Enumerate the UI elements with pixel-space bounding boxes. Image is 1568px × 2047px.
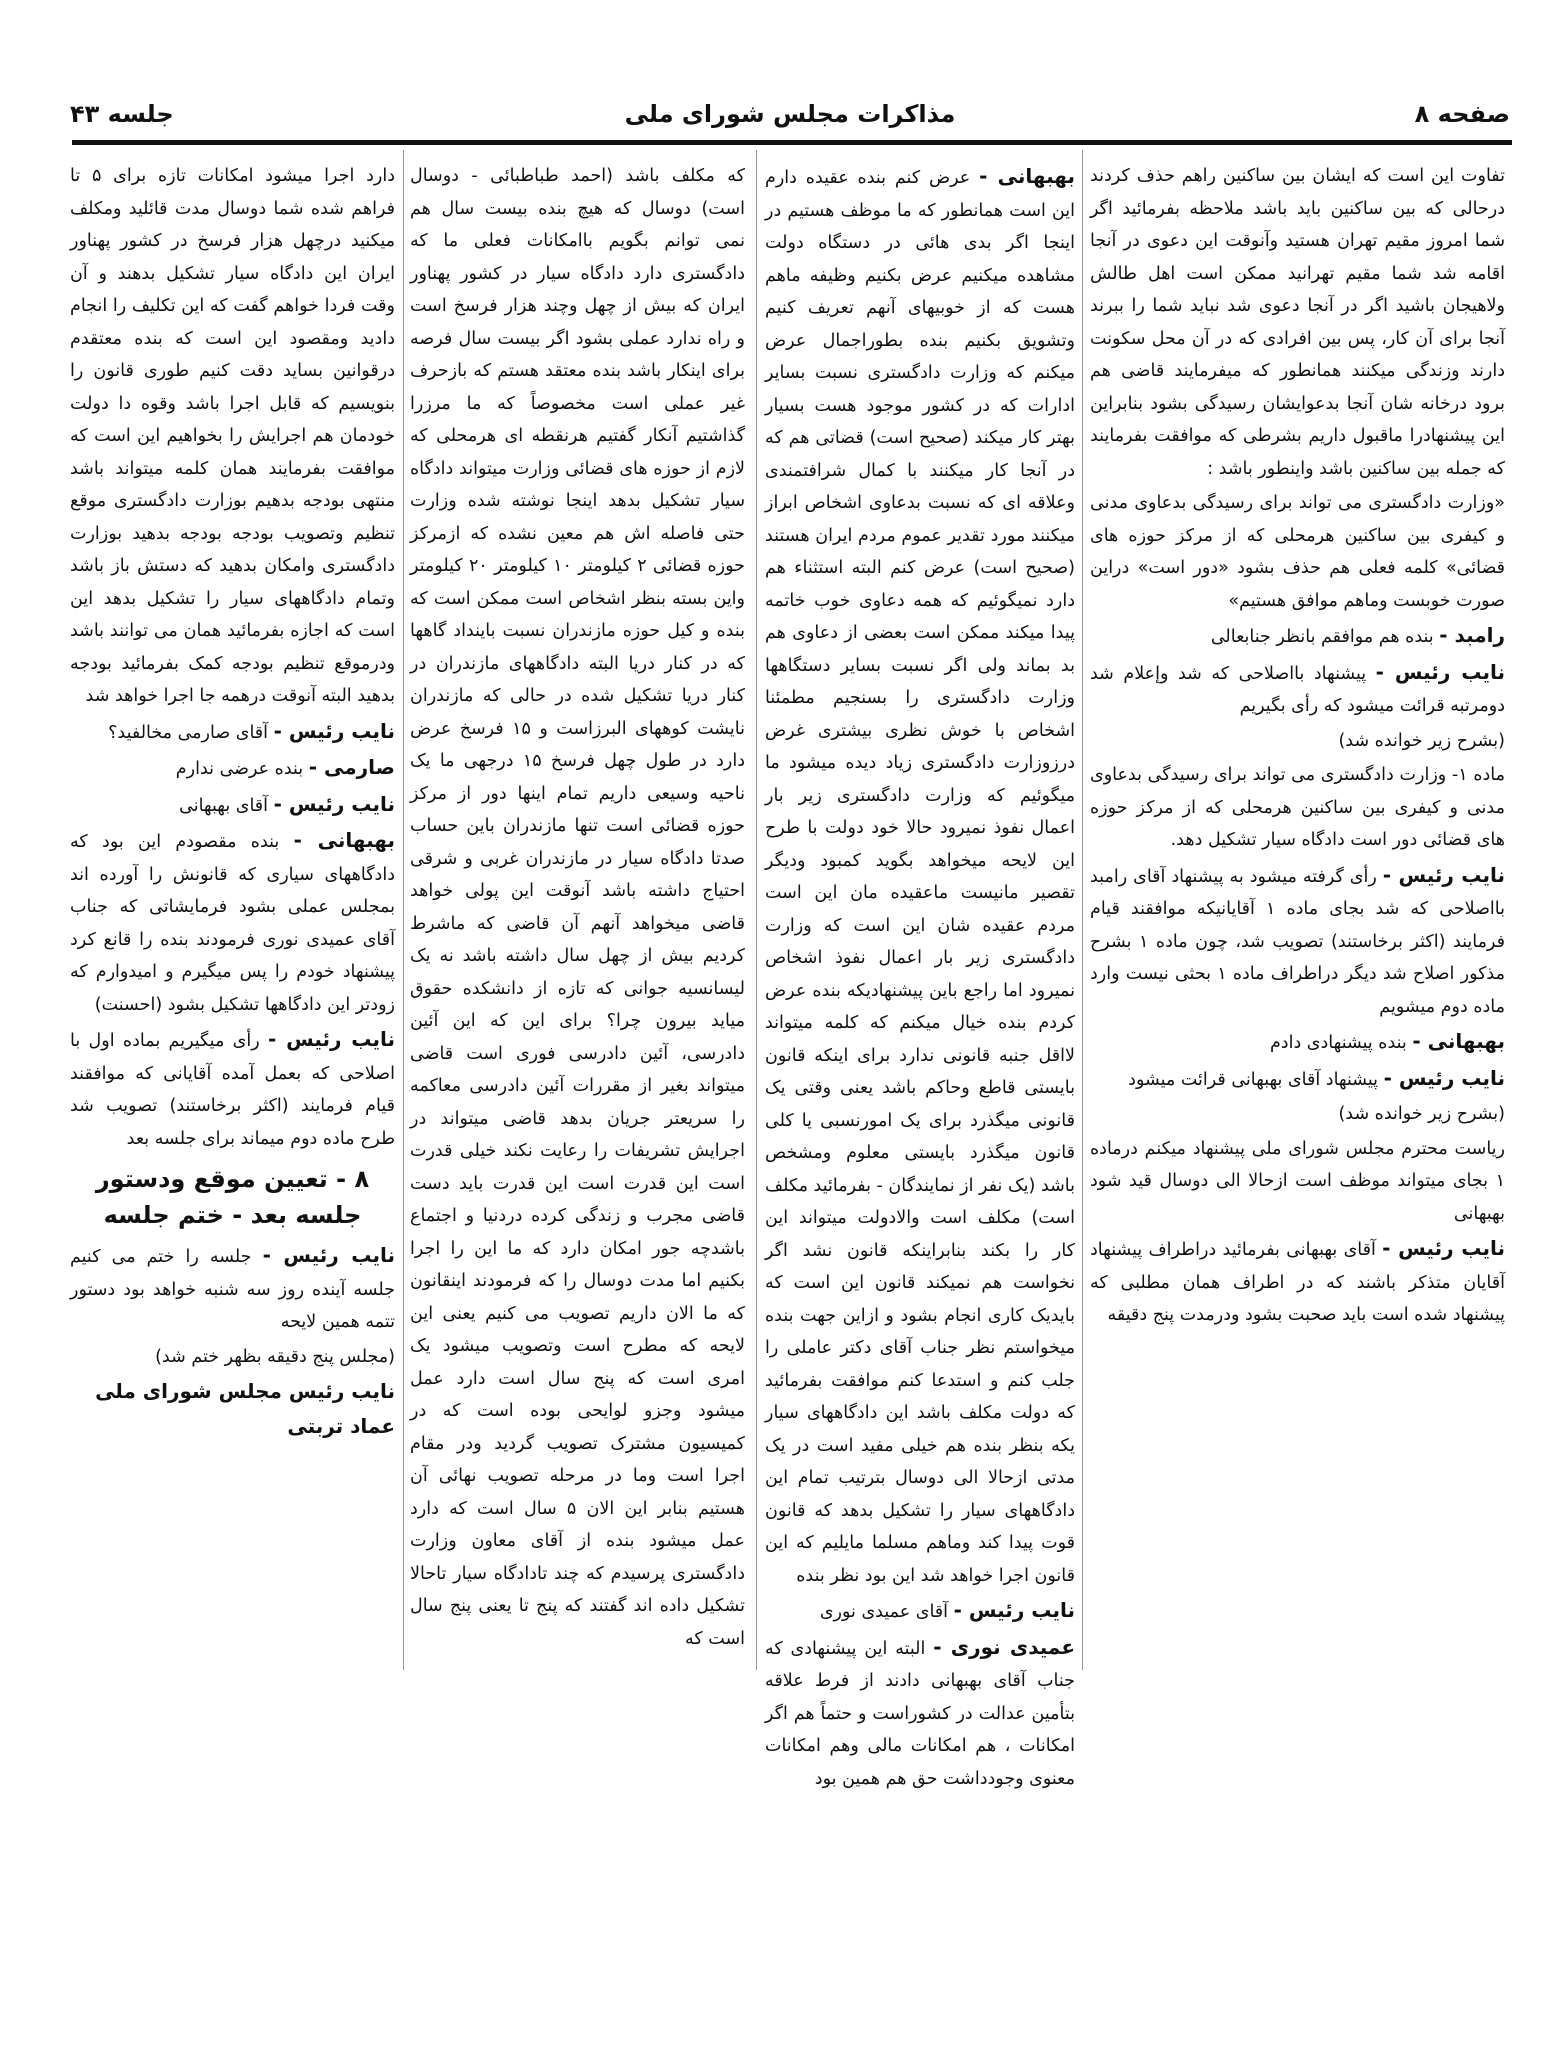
paragraph [1090,1133,1505,1231]
paragraph [1090,1232,1505,1332]
speaker-name: نایب رئیس - [1383,1065,1505,1090]
column-3 [410,160,745,1657]
paragraph-text: (مجلس پنج دقیقه بظهر ختم شد) [155,1346,395,1367]
paragraph-text: دارد اجرا میشود امکانات تازه برای ۵ تا فراهم شده شما دوسال مدت قائلید ومکلف میکنید درچهل هزار فرسخ در کشور پهناور ایران این دادگاه سیار تشکیل بدهند و آن وقت فردا خواهم گفت که این تکلیف را انجام دادید ومقصود این است که بنده معتقدم درقوانین بساید دقت کنیم طوری قانون را بنویسیم که قابل اجرا باشد وقوه دا دولت خودمان هم اجرایش را بخواهیم این است که موافقت بفرمایند همان کلمه میتواند باشد منتهی بودجه بدهیم بوزارت دادگستری موقع تنظیم وتصویب بودجه بودجه بدهید بوزارت دادگستری وامکان بدهید که دستش باز باشد وتمام دادگاههای سیار را تشکیل بدهد این است که اجازه بفرمائید همان می توانند باشد ودرموقع تنظیم بودجه کمک بفرمائید بودجه بدهید البته آنوقت درهمه جا اجرا خواهد شد [70,166,396,706]
speaker-name: نایب رئیس - [953,1598,1075,1622]
paragraph [765,1631,1075,1796]
page-header [70,100,1510,140]
paragraph-text: رأی گرفته میشود به پیشنهاد آقای رامبد بااصلاحی که شد بجای ماده ۱ آقایانیکه موافقند قیام فرمایند (اکثر برخاستند) تصویب شد، چون ماده ۱ بشرح مذکور اصلاح شد دیگر دراطراف ماده ۱ بحثی نیست وارد ماده دوم میشویم [1090,866,1506,1017]
paragraph [1090,859,1505,1024]
paragraph-text: آقای بهبهانی [179,795,269,816]
paragraph-text: جلسه را ختم می کنیم جلسه آینده روز سه شنبه خواهد بود دستور تتمه همین لایحه [70,1247,395,1332]
paragraph [1090,759,1505,857]
paragraph-text: پیشنهاد بااصلاحی که شد وإعلام شد دومرتبه قرائت میشود که رأی بگیریم [1090,663,1505,716]
column-2 [765,160,1075,1797]
paragraph-text: البته این پیشنهادی که جناب آقای بهبهانی دادند از فرط علاقه بتأمین عدالت در کشوراست و حتماً هم اگر امکانات ، هم امکانات مالی وهم امکانات معنوی وجودداشت حق هم همین بود [765,1638,1075,1789]
paragraph-text: (بشرح زیر خوانده شد) [1338,730,1505,751]
speaker-name: عمیدی نوری - [933,1634,1075,1659]
column-divider [403,150,404,1670]
paragraph-text: پیشنهاد آقای بهبهانی قرائت میشود [1128,1069,1379,1090]
speaker-name: نایب رئیس - [1382,862,1505,887]
signature-line: نایب رئیس مجلس شورای ملی [95,1379,395,1403]
paragraph-text: آقای بهبهانی بفرمائید دراطراف پیشنهاد آقایان متذکر باشند که در اطراف همان مطلبی که پیشنهاد شده است باید صحبت بشود ودرمدت پنج دقیقه [1090,1240,1505,1325]
paragraph [1090,656,1505,723]
paragraph-text: بنده عرضی ندارم [175,759,304,779]
paragraph [70,1023,395,1155]
paragraph-text: بنده مقصودم این بود که دادگاههای سیاری که قانونش را آورده اند بمجلس عملی بشود فرمایشاتی که جناب آقای عمیدی نوری فرمودند بنده را قانع کرد پیشنهاد خودم را پس میگیرم و امیدوارم که زودتر این دادگاهها تشکیل بشود (احسنت) [70,832,395,1015]
paragraph [1090,619,1505,654]
speaker-name: نایب رئیس - [1382,1236,1505,1260]
header-rule [72,140,1512,145]
paragraph-text: عرض کنم بنده عقیده دارم این است همانطور که ما موظف هستیم در اینجا اگر بدی هائی در دستگاه دولت مشاهده میکنیم عرض بکنیم وظیفه ماهم هست که از خوبیهای آنهم تعریف کنیم وتشویق بکنیم بنده بطوراجمال عرض میکنم که وزارت دادگستری نسبت بسایر ادارات که در کشور موجود هست بسیار بهتر کار میکند (صحیح است) قضاتی هم که در آنجا کار میکنند با کمال شرافتمندی وعلاقه ای که نسبت بدعاوی اشخاص ابراز میکنند مورد تقدیر عموم مردم ایران هستند (صحیح است) عرض کنم البته استثناء هم دارد نمیگوئیم که همه دعاوی خوب خاتمه پیدا میکند ممکن است بعضی از دعاوی هم بد بماند ولی اگر نسبت بسایر دستگاهها وزارت دادگستری را بسنجیم مطمئنا اشخاص با خوش نظری بیشتری غرض درزوزارت دادگستری زیاد دیده میشود ما میگوئیم که وزارت دادگستری زیر بار اعمال نفوذ نمیرود حالا خود دولت با طرح این لایحه میخواهد بگوید کمبود ودیگر تقصیر مانیست ماعقیده مان این است مردم عقیده شان این است که وزارت دادگستری زیر بار اعمال نفوذ اشخاص نمیرود اما راجع باین پیشنهادیکه بنده عرض کردم بنده خیال میکنم که کلمه میتواند لااقل جنبه قانونی ندارد برای اینکه قانون بایستی قاطع وحاکم باشد یعنی وقتی یک قانونی میگذرد برای یک امورنسبی یا کلی قانون میگذرد بایستی معلوم ومشخص باشد (یک نفر از نمایندگان - بفرمائید مکلف است) مکلف است والادولت میتواند این کار را بکند بنابراینکه قانون نشد اگر نخواست هم نمیکند قانون این است که بایدیک کاری انجام بشود و ازاین جهت بنده میخواستم نظر جناب آقای دکتر عاملی را جلب کنم و استدعا کنم موافقت بفرمائید که دولت مکلف باشد این دادگاههای سیار یکه بنظر بنده هم خیلی مفید است در یک مدتی ازحالا الی دوسال بترتیب تمام این دادگاههای سیار را تشکیل بدهد که قانون قوت پیدا کند وماهم مسلما مایلیم که این قانون اجرا خواهد شد این بود نظر بنده [765,168,1075,1586]
publication-title: مذاکرات مجلس شورای ملی [624,100,956,128]
column-4 [70,160,395,1444]
signature-line: عماد تربتی [287,1413,395,1438]
speaker-name: نایب رئیس - [268,1027,396,1051]
speaker-name: بهبهانی - [979,164,1075,188]
paragraph [765,160,1075,1592]
paragraph [1090,1025,1505,1060]
paragraph-text: تفاوت این است که ایشان بین ساکنین راهم حذف کردند درحالی که بین ساکنین باید باشد ملاحظه بفرمائید اگر شما امروز مقیم تهران هستید وآنوقت این دعوی در آنجا اقامه شد شما مقیم تهرانید ممکن است اهل طالش ولاهیجان باشید اگر در آنجا دعوی شد نباید شما را ببرند آنجا برای آن کار، پس بین افرادی که در آن محل سکونت دارند وزندگی میکنند همانطور که میفرمایند قاضی هم برود درخانه شان آنجا بدعوایشان رسیدگی بشود بنابراین این پیشنهادرا ماقبول داریم بشرطی که موافقت بفرمایند که جمله بین ساکنین باشد واینطور باشد : [1090,166,1505,479]
paragraph-text: «وزارت دادگستری می تواند برای رسیدگی بدعاوی مدنی و کیفری بین ساکنین هرمحلی که از مرکز حوزه های قضائی» کلمه فعلی هم حذف بشود «دور است» دراین صورت خوبست وماهم موافق هستیم» [1090,493,1505,611]
paragraph [1090,1062,1505,1097]
paragraph-text: بنده پیشنهادی دادم [1269,1033,1407,1053]
speaker-name: رامبد - [1439,623,1505,647]
paragraph [70,751,395,786]
paragraph [70,788,395,823]
section-heading: ۸ - تعیین موقع ودستور جلسه بعد - ختم جلسه [95,1165,370,1229]
speaker-name: نایب رئیس - [1375,659,1505,684]
paragraph [765,1594,1075,1629]
paragraph [1090,725,1505,758]
speaker-name: صارمی - [308,755,395,779]
paragraph-text: بنده هم موافقم بانظر جنابعالی [1210,627,1434,647]
paragraph-text: ریاست محترم مجلس شورای ملی پیشنهاد میکنم درماده ۱ بجای میتواند موظف است ازحالا الی دوسال قید شود بهبهانی [1090,1138,1505,1224]
column-divider [756,150,757,1670]
paragraph-text: آقای صارمی مخالفید؟ [108,722,269,743]
page-number: صفحه ۸ [1414,100,1510,128]
session-number: جلسه ۴۳ [70,100,174,128]
paragraph [70,160,395,713]
paragraph [70,1239,395,1339]
speaker-name: نایب رئیس - [273,718,395,743]
paragraph-text: آقای عمیدی نوری [819,1602,949,1622]
paragraph [1090,487,1505,617]
paragraph [1090,160,1505,485]
column-divider [1082,150,1083,1670]
paragraph-text: ماده ۱- وزارت دادگستری می تواند برای رسیدگی بدعاوی مدنی و کیفری بین ساکنین هرمحلی که از مرکز حوزه های قضائی دور است دادگاه سیار تشکیل دهد. [1090,765,1505,850]
speaker-name: نایب رئیس - [262,1243,395,1267]
speaker-name: نایب رئیس - [273,791,395,816]
speaker-name: بهبهانی - [293,828,395,852]
paragraph-text: رأی میگیریم بماده اول با اصلاحی که بعمل آمده آقایانی که موافقند قیام فرمایند (اکثر برخاستند) تصویب شد طرح ماده دوم میماند برای جلسه بعد [70,1031,395,1149]
paragraph-text: که مکلف باشد (احمد طباطبائی - دوسال است) دوسال که هیچ بنده بیست سال هم نمی توانم بگویم باامکانات فعلی ما که دادگستری دارد دادگاه سیار در کشور پهناور ایران که بیش از چهل وچند هزار فرسخ است و راه ندارد عملی بشود اگر بیست سال فرصه برای اینکار باشد بنده معتقد هستم که بازحرف غیر عملی است مخصوصاً که ما مرزرا گذاشتیم آنکار گفتیم هرنقطه ای هرمحلی که لازم از حوزه های قضائی وزارت میتواند دادگاه سیار تشکیل بدهد اینجا نوشته شده وزارت حتی فاصله اش هم معین نشده که ازمرکز حوزه قضائی ۲ کیلومتر ۱۰ کیلومتر ۲۰ کیلومتر واین بسته بنظر اشخاص است ممکن است که بنده و کیل حوزه مازندران نسبت باینداد گاهها که در کنار دریا البته دادگاههای مازندران در کنار دریا تشکیل شده در حالی که مازندران نایشت کوههای البرزاست و ۱۵ فرسخ عرض دارد در طول چهل فرسخ ۱۵ درجهی ما یک ناحیه وسیعی داریم تمام اینها دور از مرکز حوزه قضائی است تنها مازندران باین حساب صدتا دادگاه سیار در مازندران غربی و شرقی احتیاج داشته باشد آنوقت این پولی خواهد قاضی میخواهد آنهم آن قاضی که ماشرط کردیم بیش از چهل سال داشته باشد نه یک لیسانسیه جوانی که تازه از دانشکده حقوق میاید بیرون چرا؟ برای این که این آئین دادرسی، آئین دادرسی فوری است قاضی میتواند بغیر از مقررات آئین دادرسی معاکمه را سریعتر جریان بدهد قاضی میتواند در اجرایش تشریفات را رعایت نکند خیلی قدرت است این قدرت است این قدرت باید دست قاضی مجرب و زندگی کرده دردنیا و اجتماع باشدچه جور امکان دارد که ما این را اجرا بکنیم اما مدت دوسال را که فرمودند اینقانون که ما الان داریم تصویب می کنیم یعنی این لایحه که مطرح است وتصویب میشود یک امری است که پنج سال است دارد عمل میشود وجزو لوایحی بوده است که در کمیسیون مشترک تصویب گردید ودر مقام اجرا است وما در مرحله تصویب نهائی آن هستیم بنابر این الان ۵ سال است که دارد عمل میشود بنده از آقای معاون وزارت دادگستری پرسیدم که چند تادادگاه سیار تاحالا تشکیل داده اند گفتند که پنج تا یعنی پنج سال است که [410,166,745,1649]
paragraph [410,160,745,1655]
column-1 [1090,160,1505,1334]
paragraph [70,1341,395,1374]
paragraph [1090,1098,1505,1131]
paragraph [70,715,395,750]
speaker-name: بهبهانی - [1412,1029,1505,1053]
paragraph-text: (بشرح زیر خوانده شد) [1338,1104,1505,1124]
paragraph [70,824,395,1021]
